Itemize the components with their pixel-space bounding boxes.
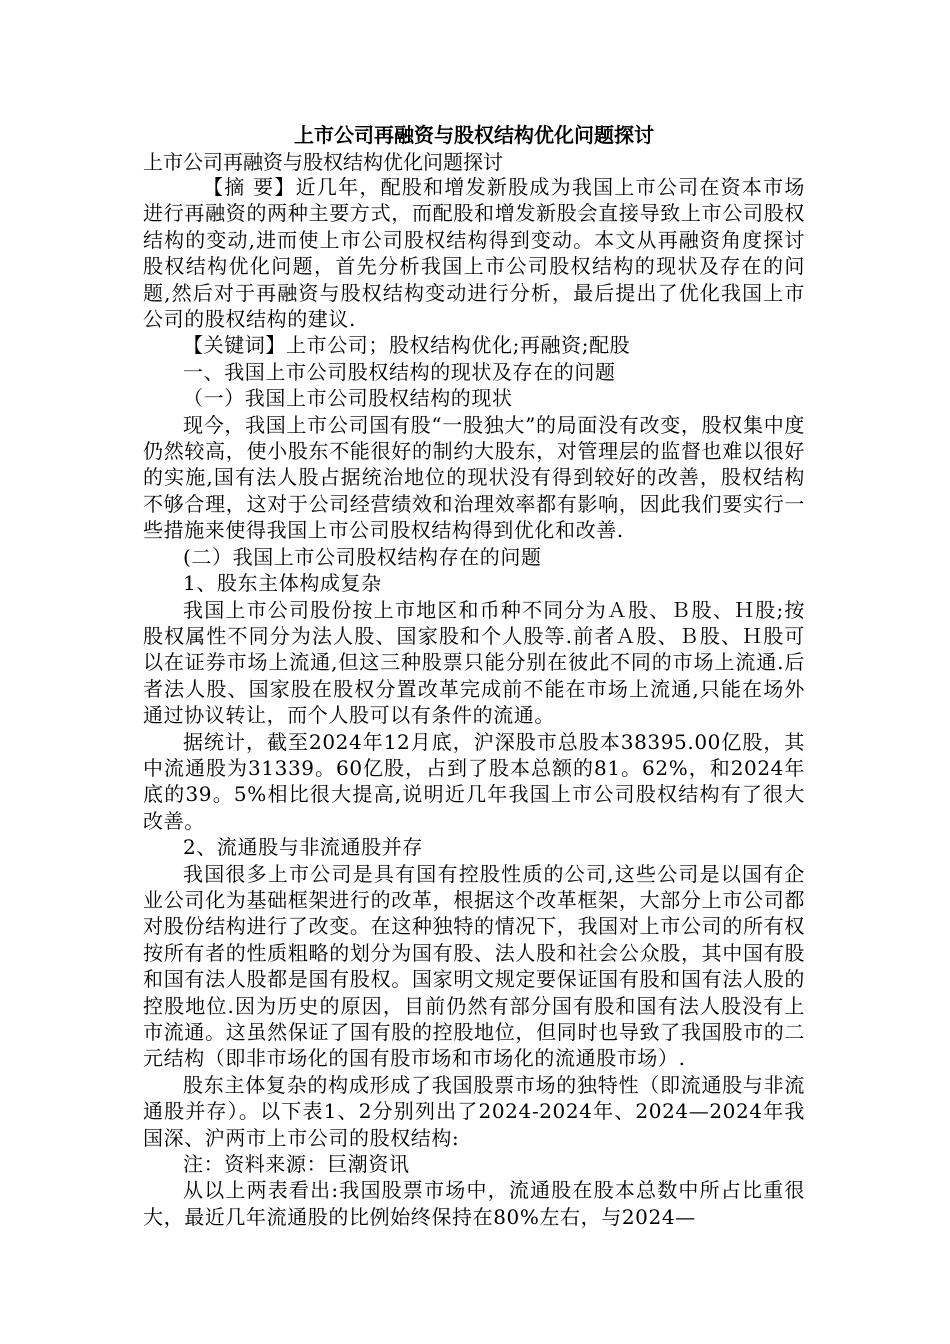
- document-subtitle: 上市公司再融资与股权结构优化问题探讨: [143, 150, 503, 174]
- document-title: 上市公司再融资与股权结构优化问题探讨: [294, 123, 654, 147]
- subsection-heading-1: （一）我国上市公司股权结构的现状: [183, 386, 513, 411]
- section-heading-1: 一、我国上市公司股权结构的现状及存在的问题: [183, 359, 616, 384]
- numbered-heading-2: 2、流通股与非流通股并存: [183, 835, 423, 860]
- body-paragraph: 从以上两表看出:我国股票市场中，流通股在股本总数中所占比重很大，最近几年流通股的比例始终保持在80%左右，与2024—: [143, 1178, 805, 1229]
- body-paragraph: 我国上市公司股份按上市地区和币种不同分为Ａ股、Ｂ股、Ｈ股;按股权属性不同分为法人股、国家股和个人股等.前者Ａ股、Ｂ股、Ｈ股可以在证券市场上流通,但这三种股票只能分别在彼此不同的市场上流通.后者法人股、国家股在股权分置改革完成前不能在市场上流通,只能在场外通过协议转让，而个人股可以有条件的流通。: [143, 597, 805, 728]
- keywords-line: 【关键词】上市公司；股权结构优化;再融资;配股: [183, 333, 631, 358]
- document-page: [143, 120, 805, 1230]
- source-note: 注：资料来源：巨潮资讯: [183, 1152, 410, 1177]
- body-paragraph: 现今，我国上市公司国有股“一股独大”的局面没有改变，股权集中度仍然较高，使小股东不能很好的制约大股东，对管理层的监督也难以很好的实施,国有法人股占据统治地位的现状没有得到较好的改善，股权结构不够合理，这对于公司经营绩效和治理效率都有影响，因此我们要实行一些措施来使得我国上市公司股权结构得到优化和改善.: [143, 412, 805, 543]
- abstract-paragraph: 【摘 要】近几年，配股和增发新股成为我国上市公司在资本市场进行再融资的两种主要方式，而配股和增发新股会直接导致上市公司股权结构的变动,进而使上市公司股权结构得到变动。本文从再融资角度探讨股权结构优化问题，首先分析我国上市公司股权结构的现状及存在的问题,然后对于再融资与股权结构变动进行分析，最后提出了优化我国上市公司的股权结构的建议.: [143, 175, 805, 332]
- body-paragraph: 股东主体复杂的构成形成了我国股票市场的独特性（即流通股与非流通股并存）。以下表1、2分别列出了2024-2024年、2024—2024年我国深、沪两市上市公司的股权结构:: [143, 1072, 805, 1150]
- subsection-heading-2: (二）我国上市公司股权结构存在的问题: [183, 544, 542, 569]
- body-paragraph: 据统计，截至2024年12月底，沪深股市总股本38395.00亿股，其中流通股为31339。60亿股，占到了股本总额的81。62%，和2024年底的39。5%相比很大提高,说明近几年我国上市公司股权结构有了很大改善。: [143, 729, 805, 833]
- numbered-heading-1: 1、股东主体构成复杂: [183, 571, 382, 596]
- body-paragraph: 我国很多上市公司是具有国有控股性质的公司,这些公司是以国有企业公司化为基础框架进行的改革，根据这个改革框架，大部分上市公司都对股份结构进行了改变。在这种独特的情况下，我国对上市公司的所有权按所有者的性质粗略的划分为国有股、法人股和社会公众股，其中国有股和国有法人股都是国有股权。国家明文规定要保证国有股和国有法人股的控股地位.因为历史的原因，目前仍然有部分国有股和国有法人股没有上市流通。这虽然保证了国有股的控股地位，但同时也导致了我国股市的二元结构（即非市场化的国有股市场和市场化的流通股市场）.: [143, 861, 805, 1071]
